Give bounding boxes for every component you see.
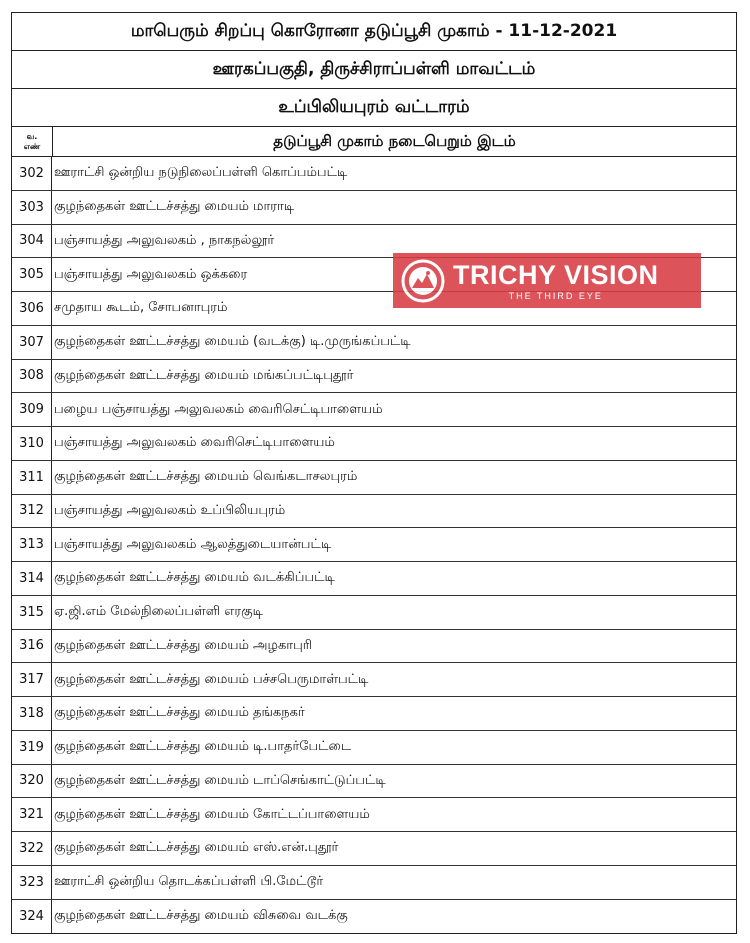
venue-cell: ஏ.ஜி.எம் மேல்நிலைப்பள்ளி எரகுடி: [54, 604, 263, 620]
serial-number-header-line1: வ.: [26, 131, 38, 141]
venue-cell: பஞ்சாயத்து அலுவலகம் ஒக்கரை: [54, 266, 248, 282]
table-row: [12, 765, 736, 799]
serial-number-cell: 304: [12, 225, 52, 258]
table-row: [12, 596, 736, 630]
venue-cell: குழந்தைகள் ஊட்டச்சத்து மையம் வெங்கடாசலபுரம்: [54, 469, 358, 485]
venue-cell: குழந்தைகள் ஊட்டச்சத்து மையம் தங்கநகர்: [54, 705, 305, 721]
trichy-vision-watermark: [393, 253, 701, 308]
venue-cell: குழந்தைகள் ஊட்டச்சத்து மையம் வடக்கிப்பட்டி: [54, 570, 335, 586]
table-row: [12, 900, 736, 934]
table-row: [12, 663, 736, 697]
serial-number-header-line2: எண்: [23, 141, 41, 151]
table-row: [12, 393, 736, 427]
serial-number-cell: 313: [12, 528, 52, 561]
serial-number-cell: 314: [12, 562, 52, 595]
venue-cell: குழந்தைகள் ஊட்டச்சத்து மையம் மாராடி: [54, 199, 295, 215]
venue-cell: குழந்தைகள் ஊட்டச்சத்து மையம் விசுவை வடக்கு: [54, 908, 348, 924]
table-row: [12, 866, 736, 900]
serial-number-cell: 310: [12, 427, 52, 460]
serial-number-cell: 321: [12, 798, 52, 831]
venue-cell: சமுதாய கூடம், சோபனாபுரம்: [54, 300, 228, 316]
serial-number-header: [12, 127, 53, 156]
block-subtitle: உப்பிலியபுரம் வட்டாரம்: [12, 89, 736, 127]
serial-number-cell: 322: [12, 832, 52, 865]
page-title: மாபெரும் சிறப்பு கொரோனா தடுப்பூசி முகாம் - 11-12-2021: [12, 13, 736, 51]
serial-number-cell: 312: [12, 495, 52, 528]
serial-number-cell: 305: [12, 258, 52, 291]
table-row: [12, 562, 736, 596]
table-header-row: [12, 127, 736, 157]
table-row: [12, 157, 736, 191]
venue-cell: ஊராட்சி ஒன்றிய தொடக்கப்பள்ளி பி.மேட்டூர்: [54, 874, 324, 890]
table-row: [12, 798, 736, 832]
camp-list-table: [11, 12, 737, 934]
serial-number-cell: 319: [12, 731, 52, 764]
serial-number-cell: 307: [12, 326, 52, 359]
table-row: [12, 461, 736, 495]
serial-number-cell: 302: [12, 157, 52, 190]
venue-cell: பஞ்சாயத்து அலுவலகம் வைரிசெட்டிபாளையம்: [54, 435, 335, 451]
venue-cell: குழந்தைகள் ஊட்டச்சத்து மையம் (வடக்கு) டி.முருங்கப்பட்டி: [54, 334, 411, 350]
serial-number-cell: 323: [12, 866, 52, 899]
venue-cell: பஞ்சாயத்து அலுவலகம் , நாகநல்லூர்: [54, 232, 275, 248]
venue-cell: பஞ்சாயத்து அலுவலகம் உப்பிலியபுரம்: [54, 502, 286, 518]
table-row: [12, 697, 736, 731]
serial-number-cell: 317: [12, 663, 52, 696]
serial-number-cell: 308: [12, 360, 52, 393]
venue-cell: குழந்தைகள் ஊட்டச்சத்து மையம் மங்கப்பட்டிபுதூர்: [54, 367, 354, 383]
table-row: [12, 326, 736, 360]
serial-number-cell: 318: [12, 697, 52, 730]
serial-number-cell: 303: [12, 191, 52, 224]
serial-number-cell: 315: [12, 596, 52, 629]
watermark-subtitle: THE THIRD EYE: [508, 290, 603, 301]
table-row: [12, 528, 736, 562]
table-row: [12, 191, 736, 225]
table-row: [12, 832, 736, 866]
serial-number-cell: 306: [12, 292, 52, 325]
venue-cell: குழந்தைகள் ஊட்டச்சத்து மையம் டி.பாதர்பேட்டை: [54, 739, 352, 755]
table-row: [12, 630, 736, 664]
serial-number-cell: 324: [12, 900, 52, 934]
venue-cell: குழந்தைகள் ஊட்டச்சத்து மையம் கோட்டப்பாளையம்: [54, 806, 370, 822]
serial-number-cell: 320: [12, 765, 52, 798]
serial-number-cell: 316: [12, 630, 52, 663]
watermark-title: TRICHY VISION: [453, 259, 659, 290]
serial-number-cell: 309: [12, 393, 52, 426]
table-row: [12, 731, 736, 765]
venue-cell: ஊராட்சி ஒன்றிய நடுநிலைப்பள்ளி கொப்பம்பட்டி: [54, 165, 348, 181]
table-row: [12, 495, 736, 529]
trichy-vision-logo-icon: [393, 253, 453, 308]
venue-cell: பஞ்சாயத்து அலுவலகம் ஆலத்துடையான்பட்டி: [54, 536, 332, 552]
table-row: [12, 360, 736, 394]
table-row: [12, 427, 736, 461]
venue-cell: குழந்தைகள் ஊட்டச்சத்து மையம் எஸ்.என்.புதூர்: [54, 840, 339, 856]
district-subtitle: ஊரகப்பகுதி, திருச்சிராப்பள்ளி மாவட்டம்: [12, 51, 736, 89]
serial-number-cell: 311: [12, 461, 52, 494]
venue-cell: குழந்தைகள் ஊட்டச்சத்து மையம் அழகாபுரி: [54, 637, 313, 653]
venue-cell: பழைய பஞ்சாயத்து அலுவலகம் வைரிசெட்டிபாளையம்: [54, 401, 383, 417]
venue-cell: குழந்தைகள் ஊட்டச்சத்து மையம் பச்சபெருமாள்பட்டி: [54, 671, 369, 687]
venue-cell: குழந்தைகள் ஊட்டச்சத்து மையம் டாப்செங்காட்டுப்பட்டி: [54, 772, 386, 788]
venue-header: தடுப்பூசி முகாம் நடைபெறும் இடம்: [273, 131, 516, 150]
